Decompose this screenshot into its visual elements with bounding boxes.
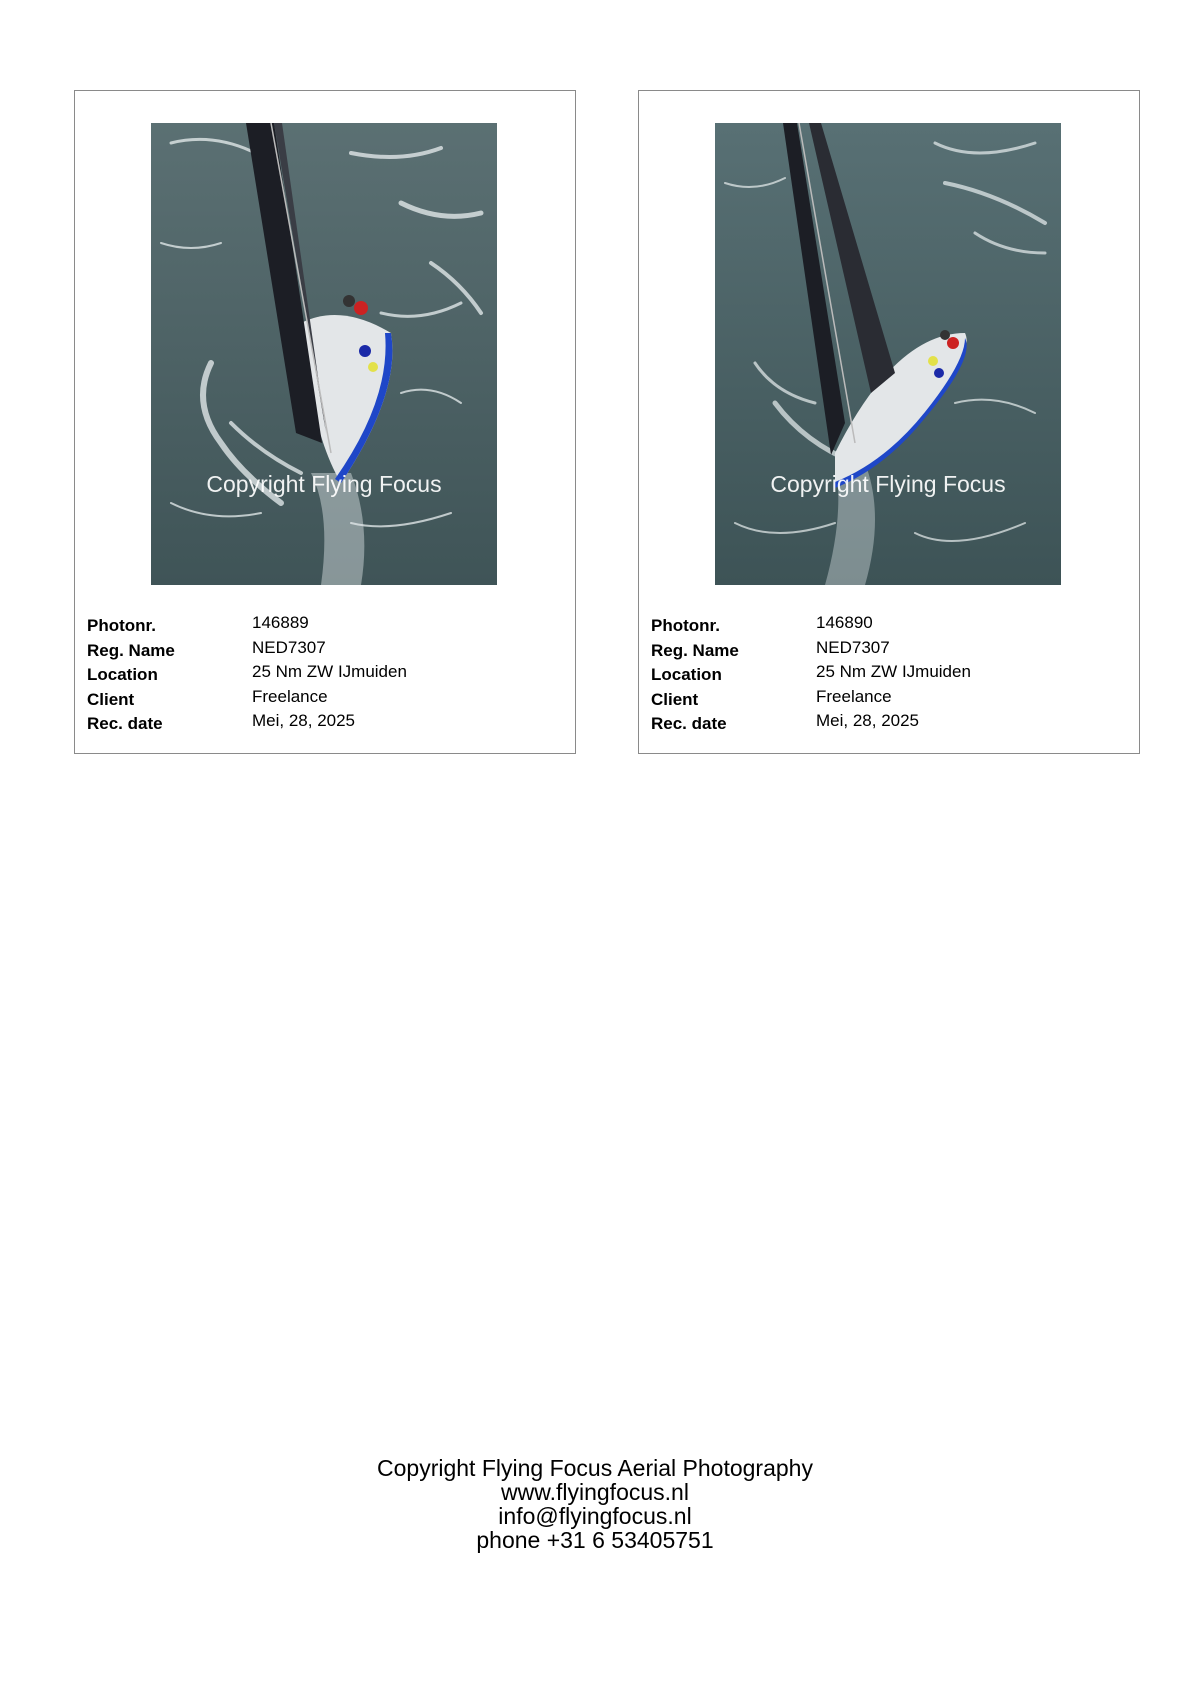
sailboat-aerial-image xyxy=(715,123,1061,585)
photo-metadata xyxy=(87,613,567,736)
label-photonr: Photonr. xyxy=(87,616,156,635)
label-client: Client xyxy=(651,689,699,709)
sailboat-aerial-image xyxy=(151,123,497,585)
metadata-row-location xyxy=(87,662,567,687)
label-reg-name: Reg. Name xyxy=(87,640,175,660)
label-rec-date: Rec. date xyxy=(87,714,163,733)
value-reg-name: NED7307 xyxy=(816,637,890,657)
label-client: Client xyxy=(87,689,135,709)
footer-phone: phone +31 6 53405751 xyxy=(476,1527,714,1553)
label-rec-date: Rec. date xyxy=(651,714,727,733)
metadata-row-photonr xyxy=(87,613,567,638)
metadata-row-photonr xyxy=(651,613,1131,638)
value-location: 25 Nm ZW IJmuiden xyxy=(252,662,407,681)
photo-metadata xyxy=(651,613,1131,736)
value-location: 25 Nm ZW IJmuiden xyxy=(816,662,971,681)
photo-watermark: Copyright Flying Focus xyxy=(770,471,1006,497)
value-rec-date: Mei, 28, 2025 xyxy=(816,711,920,730)
footer-email-link[interactable]: info@flyingfocus.nl xyxy=(498,1503,692,1529)
metadata-row-reg-name xyxy=(87,638,567,663)
label-location: Location xyxy=(87,665,158,684)
metadata-row-rec-date xyxy=(651,711,1131,736)
label-photonr: Photonr. xyxy=(651,616,720,635)
footer-copyright: Copyright Flying Focus Aerial Photography xyxy=(377,1455,813,1481)
metadata-row-client xyxy=(87,687,567,712)
value-photonr: 146890 xyxy=(816,613,873,632)
metadata-row-rec-date xyxy=(87,711,567,736)
sailboat-photo-1[interactable] xyxy=(151,123,497,585)
value-client: Freelance xyxy=(252,686,328,706)
photo-watermark: Copyright Flying Focus xyxy=(206,471,442,497)
value-rec-date: Mei, 28, 2025 xyxy=(252,711,356,730)
value-reg-name: NED7307 xyxy=(252,637,326,657)
value-photonr: 146889 xyxy=(252,613,309,632)
metadata-row-client xyxy=(651,687,1131,712)
sailboat-photo-2[interactable] xyxy=(715,123,1061,585)
page-footer xyxy=(0,1456,1190,1552)
metadata-row-location xyxy=(651,662,1131,687)
label-reg-name: Reg. Name xyxy=(651,640,739,660)
footer-website-link[interactable]: www.flyingfocus.nl xyxy=(501,1479,689,1505)
value-client: Freelance xyxy=(816,686,892,706)
photo-card-2 xyxy=(638,90,1140,754)
photo-card-1 xyxy=(74,90,576,754)
metadata-row-reg-name xyxy=(651,638,1131,663)
label-location: Location xyxy=(651,665,722,684)
